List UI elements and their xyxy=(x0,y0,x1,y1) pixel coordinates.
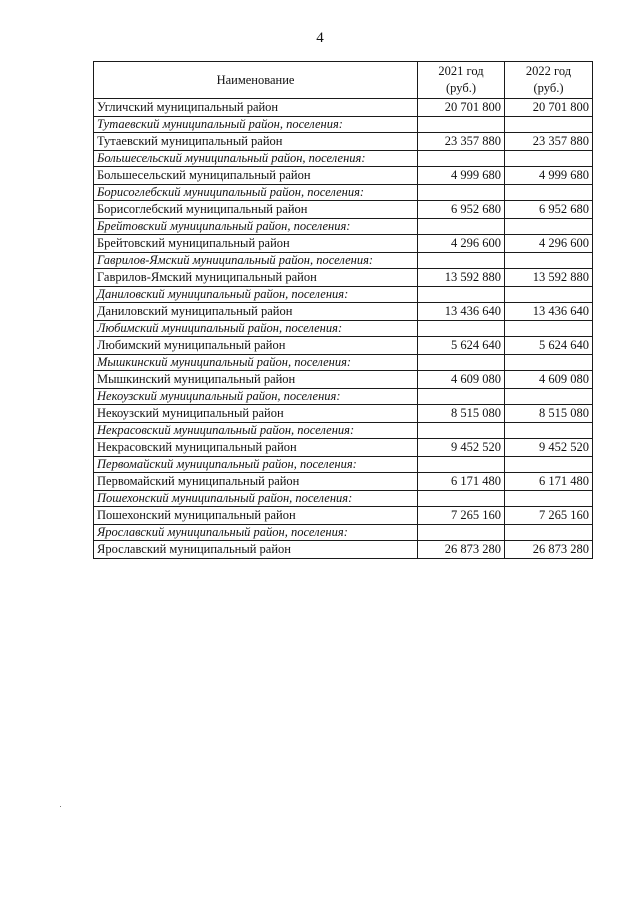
group-heading-row xyxy=(94,219,593,235)
amount-2022-cell: 23 357 880 xyxy=(505,133,593,151)
amount-2022-cell: 13 436 640 xyxy=(505,303,593,321)
amount-2021-cell xyxy=(418,253,505,269)
header-2021 xyxy=(418,62,505,99)
district-name-cell: Угличский муниципальный район xyxy=(94,99,418,117)
group-heading-row xyxy=(94,253,593,269)
district-name-cell: Гаврилов-Ямский муниципальный район xyxy=(94,269,418,287)
amount-2022-cell xyxy=(505,423,593,439)
amount-2021-cell: 26 873 280 xyxy=(418,541,505,559)
table-row xyxy=(94,405,593,423)
district-name-cell: Любимский муниципальный район xyxy=(94,337,418,355)
table-row xyxy=(94,201,593,219)
table-row xyxy=(94,371,593,389)
header-2022-year: 2022 год xyxy=(525,64,572,78)
amount-2022-cell: 20 701 800 xyxy=(505,99,593,117)
amount-2021-cell xyxy=(418,389,505,405)
amount-2021-cell: 13 592 880 xyxy=(418,269,505,287)
table-row xyxy=(94,133,593,151)
group-heading-row xyxy=(94,457,593,473)
amount-2022-cell: 4 296 600 xyxy=(505,235,593,253)
group-heading-row xyxy=(94,151,593,167)
amount-2022-cell xyxy=(505,321,593,337)
table-row xyxy=(94,235,593,253)
amount-2022-cell xyxy=(505,457,593,473)
amount-2022-cell: 13 592 880 xyxy=(505,269,593,287)
page-number: 4 xyxy=(316,30,324,46)
table-row xyxy=(94,99,593,117)
header-name: Наименование xyxy=(94,62,418,99)
amount-2021-cell xyxy=(418,321,505,337)
group-label-cell: Первомайский муниципальный район, поселения: xyxy=(94,457,418,473)
table-row xyxy=(94,507,593,525)
amount-2022-cell xyxy=(505,525,593,541)
district-name-cell: Брейтовский муниципальный район xyxy=(94,235,418,253)
amount-2021-cell xyxy=(418,151,505,167)
district-name-cell: Ярославский муниципальный район xyxy=(94,541,418,559)
group-heading-row xyxy=(94,185,593,201)
group-label-cell: Пошехонский муниципальный район, поселения: xyxy=(94,491,418,507)
table-row xyxy=(94,167,593,185)
district-name-cell: Первомайский муниципальный район xyxy=(94,473,418,491)
amount-2021-cell: 4 609 080 xyxy=(418,371,505,389)
scan-speck xyxy=(60,806,61,807)
amount-2022-cell: 8 515 080 xyxy=(505,405,593,423)
budget-table xyxy=(93,61,593,559)
amount-2022-cell xyxy=(505,491,593,507)
amount-2022-cell: 4 609 080 xyxy=(505,371,593,389)
header-2021-unit: (руб.) xyxy=(446,81,476,95)
group-label-cell: Ярославский муниципальный район, поселения: xyxy=(94,525,418,541)
group-heading-row xyxy=(94,117,593,133)
amount-2022-cell xyxy=(505,117,593,133)
table-row xyxy=(94,473,593,491)
amount-2021-cell: 8 515 080 xyxy=(418,405,505,423)
district-name-cell: Большесельский муниципальный район xyxy=(94,167,418,185)
group-label-cell: Брейтовский муниципальный район, поселения: xyxy=(94,219,418,235)
district-name-cell: Мышкинский муниципальный район xyxy=(94,371,418,389)
header-2021-year: 2021 год xyxy=(438,64,484,78)
header-2022 xyxy=(505,62,593,99)
group-label-cell: Некрасовский муниципальный район, поселения: xyxy=(94,423,418,439)
amount-2021-cell: 6 952 680 xyxy=(418,201,505,219)
amount-2022-cell xyxy=(505,185,593,201)
district-name-cell: Даниловский муниципальный район xyxy=(94,303,418,321)
amount-2022-cell xyxy=(505,355,593,371)
group-heading-row xyxy=(94,355,593,371)
amount-2021-cell xyxy=(418,185,505,201)
amount-2021-cell: 20 701 800 xyxy=(418,99,505,117)
amount-2021-cell: 5 624 640 xyxy=(418,337,505,355)
amount-2022-cell xyxy=(505,219,593,235)
district-name-cell: Пошехонский муниципальный район xyxy=(94,507,418,525)
amount-2022-cell: 26 873 280 xyxy=(505,541,593,559)
group-label-cell: Тутаевский муниципальный район, поселения: xyxy=(94,117,418,133)
amount-2022-cell: 6 952 680 xyxy=(505,201,593,219)
group-heading-row xyxy=(94,525,593,541)
table-row xyxy=(94,337,593,355)
amount-2021-cell: 23 357 880 xyxy=(418,133,505,151)
group-label-cell: Некоузский муниципальный район, поселения: xyxy=(94,389,418,405)
amount-2022-cell xyxy=(505,389,593,405)
district-name-cell: Борисоглебский муниципальный район xyxy=(94,201,418,219)
header-2022-unit: (руб.) xyxy=(533,81,564,95)
amount-2022-cell: 6 171 480 xyxy=(505,473,593,491)
table-body xyxy=(94,99,593,559)
amount-2021-cell: 4 999 680 xyxy=(418,167,505,185)
amount-2022-cell: 9 452 520 xyxy=(505,439,593,457)
amount-2022-cell xyxy=(505,253,593,269)
amount-2022-cell: 7 265 160 xyxy=(505,507,593,525)
amount-2021-cell: 6 171 480 xyxy=(418,473,505,491)
amount-2021-cell xyxy=(418,117,505,133)
group-heading-row xyxy=(94,389,593,405)
amount-2021-cell xyxy=(418,287,505,303)
group-label-cell: Борисоглебский муниципальный район, поселения: xyxy=(94,185,418,201)
table-row xyxy=(94,439,593,457)
amount-2022-cell xyxy=(505,287,593,303)
table-header-row xyxy=(94,62,593,99)
group-heading-row xyxy=(94,287,593,303)
amount-2022-cell xyxy=(505,151,593,167)
amount-2021-cell xyxy=(418,525,505,541)
group-label-cell: Мышкинский муниципальный район, поселения: xyxy=(94,355,418,371)
district-name-cell: Тутаевский муниципальный район xyxy=(94,133,418,151)
amount-2021-cell: 4 296 600 xyxy=(418,235,505,253)
amount-2021-cell: 7 265 160 xyxy=(418,507,505,525)
table-row xyxy=(94,541,593,559)
amount-2022-cell: 4 999 680 xyxy=(505,167,593,185)
group-label-cell: Любимский муниципальный район, поселения: xyxy=(94,321,418,337)
amount-2022-cell: 5 624 640 xyxy=(505,337,593,355)
amount-2021-cell: 13 436 640 xyxy=(418,303,505,321)
group-heading-row xyxy=(94,423,593,439)
district-name-cell: Некоузский муниципальный район xyxy=(94,405,418,423)
amount-2021-cell xyxy=(418,457,505,473)
group-label-cell: Гаврилов-Ямский муниципальный район, поселения: xyxy=(94,253,418,269)
group-heading-row xyxy=(94,491,593,507)
amount-2021-cell xyxy=(418,423,505,439)
group-heading-row xyxy=(94,321,593,337)
amount-2021-cell xyxy=(418,491,505,507)
table-row xyxy=(94,269,593,287)
amount-2021-cell: 9 452 520 xyxy=(418,439,505,457)
amount-2021-cell xyxy=(418,219,505,235)
district-name-cell: Некрасовский муниципальный район xyxy=(94,439,418,457)
table-row xyxy=(94,303,593,321)
amount-2021-cell xyxy=(418,355,505,371)
group-label-cell: Большесельский муниципальный район, поселения: xyxy=(94,151,418,167)
group-label-cell: Даниловский муниципальный район, поселения: xyxy=(94,287,418,303)
